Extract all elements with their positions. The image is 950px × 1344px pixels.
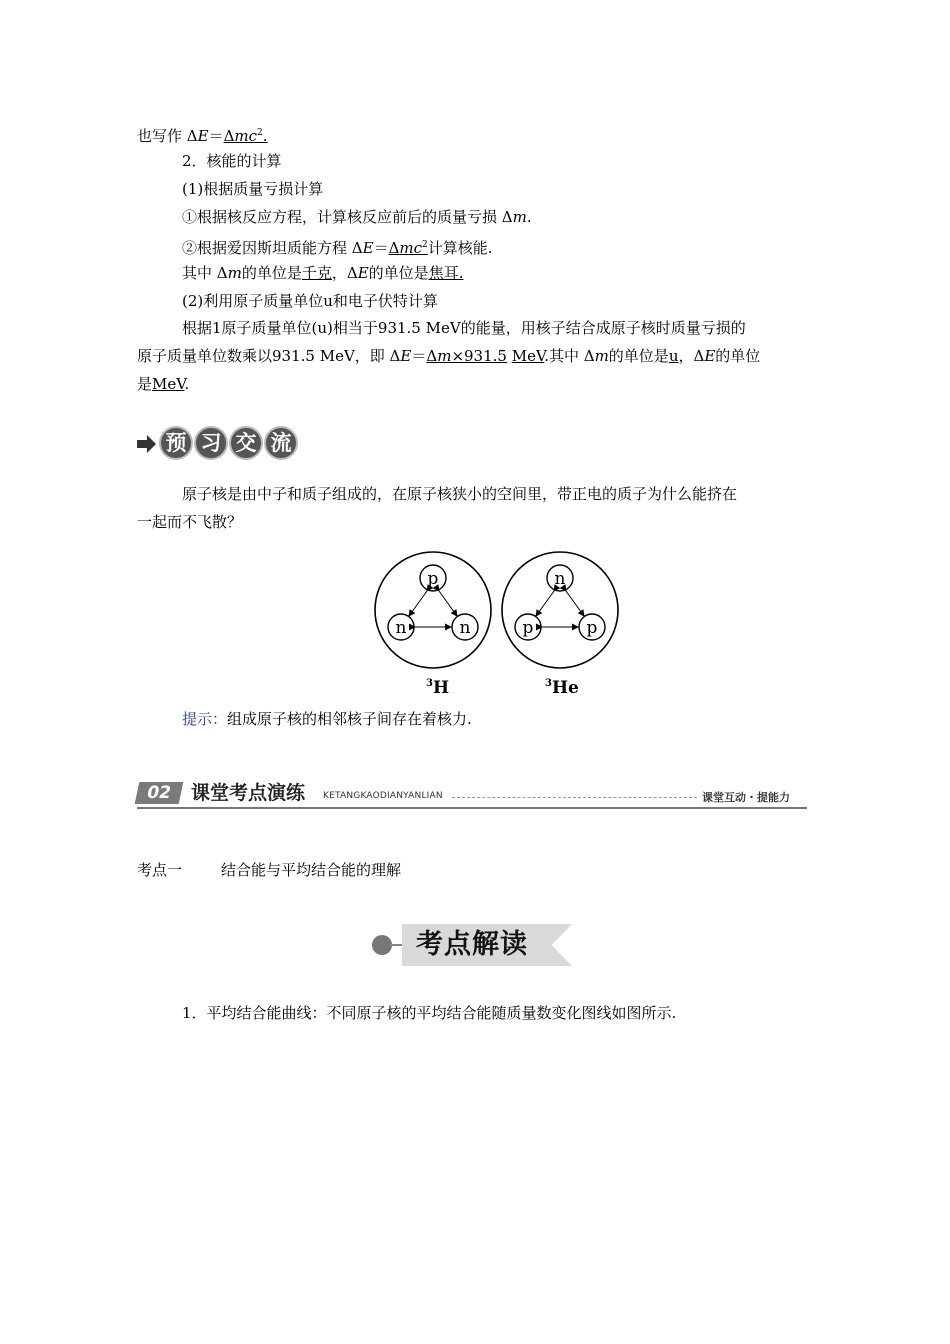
symbol-m: m bbox=[437, 347, 452, 365]
text: 的单位是 bbox=[241, 264, 302, 282]
topic-title: 结合能与平均结合能的理解 bbox=[221, 861, 402, 879]
equals: ＝ bbox=[373, 239, 389, 257]
banner-char: 习 bbox=[194, 426, 228, 460]
text-line-mev-unit bbox=[137, 374, 189, 394]
text: 原子质量单位数乘以931.5 MeV，即 Δ bbox=[137, 347, 401, 365]
equals: ＝ bbox=[208, 127, 224, 145]
text-line-nuclear-energy-calc: 2．核能的计算 bbox=[182, 152, 282, 170]
preview-question-line-2: 一起而不飞散？ bbox=[137, 513, 243, 531]
isotope-label-he3: $^3$He bbox=[545, 678, 579, 698]
unit-mev: MeV bbox=[511, 347, 545, 365]
section-number: 02 bbox=[135, 782, 184, 804]
symbol-m: m bbox=[594, 347, 609, 365]
text: .其中 Δ bbox=[544, 347, 595, 365]
hint-text: 组成原子核的相邻核子间存在着核力. bbox=[227, 710, 472, 728]
text-line-mass-defect-calc: (1)根据质量亏损计算 bbox=[182, 180, 324, 198]
text-line-amu-formula bbox=[137, 346, 760, 366]
nucleon-label: p bbox=[586, 618, 598, 638]
nucleon-label: n bbox=[459, 618, 471, 638]
divider bbox=[137, 807, 807, 809]
section-header bbox=[137, 780, 807, 810]
text: 也写作 Δ bbox=[137, 127, 198, 145]
text-line-amu-energy: 根据1原子质量单位(u)相当于931.5 MeV的能量，用核子结合成原子核时质量亏损的 bbox=[182, 319, 746, 337]
unit-u: u bbox=[668, 347, 679, 365]
superscript: 2 bbox=[422, 240, 428, 250]
symbol-e: E bbox=[197, 127, 209, 145]
isotope-label-h3: $^3$H bbox=[426, 678, 450, 698]
text: ，Δ bbox=[331, 264, 358, 282]
symbol-e: E bbox=[400, 347, 412, 365]
symbol-m: m bbox=[512, 208, 527, 226]
delta: Δ bbox=[426, 347, 438, 365]
nucleon-label: n bbox=[395, 618, 407, 638]
text-line-also-written bbox=[137, 123, 268, 146]
preview-exchange-banner bbox=[137, 424, 317, 464]
text: 其中 Δ bbox=[182, 264, 228, 282]
hint-label: 提示： bbox=[182, 710, 228, 728]
nucleon-label: p bbox=[427, 569, 439, 589]
text: 的单位 bbox=[715, 347, 761, 365]
nucleon-label: p bbox=[522, 618, 534, 638]
text: ②根据爱因斯坦质能方程 Δ bbox=[182, 239, 363, 257]
text-line-reaction-equation bbox=[182, 207, 532, 227]
text: 计算核能. bbox=[427, 239, 493, 257]
text: 的单位是 bbox=[608, 347, 669, 365]
preview-question-line-1: 原子核是由中子和质子组成的，在原子核狭小的空间里，带正电的质子为什么能挤在 bbox=[182, 485, 738, 503]
text: ×931.5 bbox=[451, 347, 507, 365]
unit-mev: MeV bbox=[152, 375, 185, 393]
item-1-line: 1．平均结合能曲线：不同原子核的平均结合能随质量数变化图线如图所示. bbox=[182, 1004, 677, 1022]
helium3-nucleus bbox=[502, 552, 618, 698]
text-line-units bbox=[182, 263, 463, 283]
arrow-right-icon bbox=[137, 434, 157, 454]
text-line-atomic-mass-unit: (2)利用原子质量单位u和电子伏特计算 bbox=[182, 292, 438, 310]
text-line-einstein-equation bbox=[182, 235, 493, 258]
text: ，Δ bbox=[678, 347, 705, 365]
unit-kilogram: 千克 bbox=[301, 264, 332, 282]
period: . bbox=[184, 375, 190, 393]
section-title: 课堂考点演练 bbox=[191, 782, 306, 804]
nucleon-label: n bbox=[554, 569, 566, 589]
banner-char: 流 bbox=[264, 426, 298, 460]
equals: ＝ bbox=[411, 347, 427, 365]
tritium-nucleus bbox=[375, 552, 491, 698]
period: . bbox=[262, 127, 268, 145]
delta: Δ bbox=[388, 239, 400, 257]
delta: Δ bbox=[223, 127, 235, 145]
tag-text: 考点解读 bbox=[416, 929, 528, 960]
hint-line bbox=[182, 709, 472, 729]
section-pinyin: KETANGKAODIANYANLIAN bbox=[323, 791, 443, 801]
symbol-m: m bbox=[227, 264, 242, 282]
divider bbox=[390, 944, 404, 946]
text: ①根据核反应方程，计算核反应前后的质量亏损 Δ bbox=[182, 208, 513, 226]
symbol-e: E bbox=[362, 239, 374, 257]
superscript: 2 bbox=[257, 128, 263, 138]
symbol-mc: mc bbox=[399, 239, 423, 257]
banner-char: 预 bbox=[159, 426, 193, 460]
dot-icon bbox=[372, 935, 392, 955]
section-subtitle: 课堂互动・提能力 bbox=[702, 791, 790, 804]
key-point-tag bbox=[372, 922, 577, 968]
unit-joule: 焦耳. bbox=[428, 264, 464, 282]
nucleus-figure bbox=[368, 550, 628, 698]
symbol-e: E bbox=[357, 264, 369, 282]
symbol-e: E bbox=[704, 347, 716, 365]
topic-label: 考点一 bbox=[137, 861, 183, 879]
symbol-mc: mc bbox=[234, 127, 258, 145]
banner-char: 交 bbox=[229, 426, 263, 460]
text: 是 bbox=[137, 375, 153, 393]
text: 的单位是 bbox=[368, 264, 429, 282]
period: . bbox=[526, 208, 532, 226]
divider bbox=[452, 797, 697, 798]
